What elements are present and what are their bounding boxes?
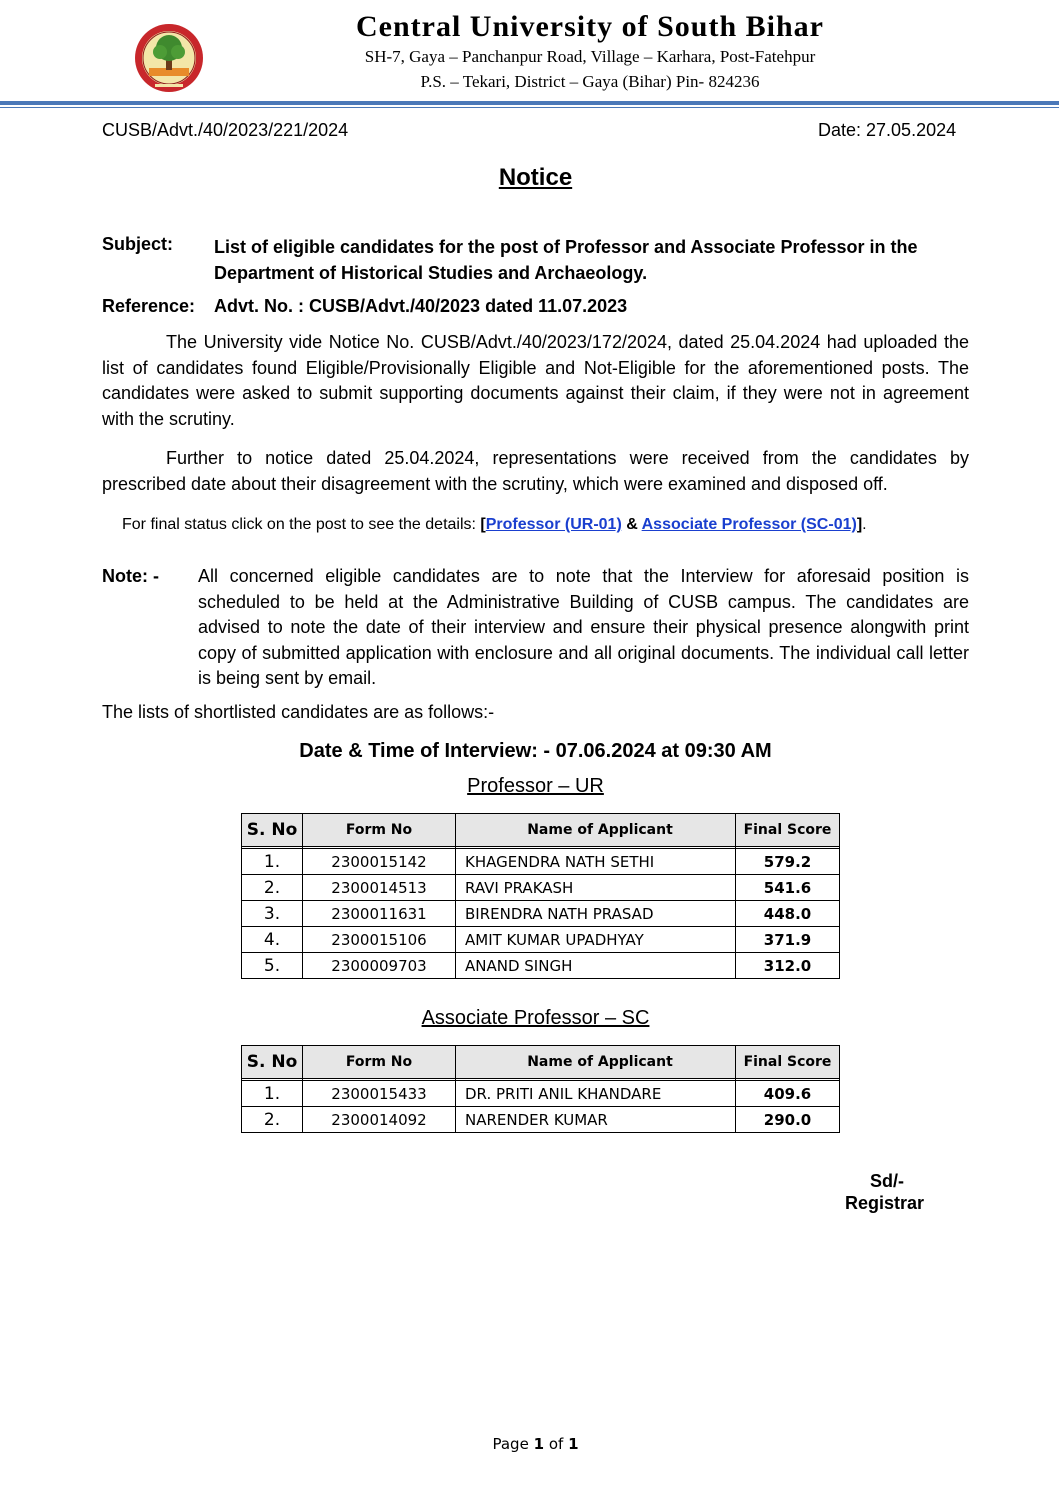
form-no-cell: 2300009703 (303, 953, 456, 979)
reference-number: CUSB/Advt./40/2023/221/2024 (102, 120, 349, 140)
subject-text: List of eligible candidates for the post of Professor and Associate Professor in the Department of Historical Studies and Archaeology. (214, 237, 918, 283)
table-header-row (242, 814, 840, 847)
associate-professor-table (241, 1045, 840, 1133)
page-current: 1 (533, 1435, 545, 1453)
table-header-row (242, 1046, 840, 1079)
applicant-name-cell: ANAND SINGH (456, 953, 736, 979)
signature-designation: Registrar (845, 1193, 925, 1213)
form-no-cell: 2300015142 (303, 849, 456, 875)
bracket-open: [ (480, 516, 486, 533)
table-row (242, 875, 840, 901)
page-total: 1 (568, 1435, 579, 1453)
paragraph-2: Further to notice dated 25.04.2024, representations were received from the candidates by prescribed date about their disagreement with the scrutiny, which were examined and disposed off. (102, 448, 969, 494)
table-row (242, 953, 840, 979)
sno-cell: 2. (242, 875, 303, 901)
final-score-cell: 290.0 (736, 1107, 840, 1133)
sno-cell: 5. (242, 953, 303, 979)
applicant-name-cell: DR. PRITI ANIL KHANDARE (456, 1081, 736, 1107)
associate-professor-sc-heading: Associate Professor – SC (421, 1007, 650, 1029)
col-score-header: Final Score (736, 1046, 840, 1079)
interview-date-time: Date & Time of Interview: - 07.06.2024 at 09:30 AM (299, 740, 772, 762)
subject-label: Subject: (102, 234, 174, 254)
table-row (242, 849, 840, 875)
col-form-header: Form No (303, 1046, 456, 1079)
page-footer (0, 1435, 1059, 1453)
header-rule-thick (0, 101, 1059, 105)
table-row (242, 1081, 840, 1107)
address-line-2: P.S. – Tekari, District – Gaya (Bihar) Pin- 824236 (420, 72, 760, 91)
address-line-1: SH-7, Gaya – Panchanpur Road, Village – Karhara, Post-Fatehpur (364, 47, 816, 66)
col-sno-header: S. No (242, 1046, 303, 1079)
form-no-cell: 2300015106 (303, 927, 456, 953)
sno-cell: 2. (242, 1107, 303, 1133)
professor-ur-heading: Professor – UR (467, 775, 604, 797)
professor-ur-link[interactable]: Professor (UR-01) (485, 516, 622, 533)
final-score-cell: 409.6 (736, 1081, 840, 1107)
col-name-header: Name of Applicant (456, 1046, 736, 1079)
sno-cell: 1. (242, 849, 303, 875)
col-sno-header: S. No (242, 814, 303, 847)
applicant-name-cell: BIRENDRA NATH PRASAD (456, 901, 736, 927)
university-name: Central University of South Bihar (356, 10, 824, 43)
form-no-cell: 2300014092 (303, 1107, 456, 1133)
sno-cell: 3. (242, 901, 303, 927)
final-score-cell: 541.6 (736, 875, 840, 901)
applicant-name-cell: RAVI PRAKASH (456, 875, 736, 901)
professor-table (241, 813, 840, 979)
col-form-header: Form No (303, 814, 456, 847)
notice-title: Notice (498, 164, 573, 191)
shortlist-intro: The lists of shortlisted candidates are as follows:- (102, 702, 495, 722)
col-score-header: Final Score (736, 814, 840, 847)
applicant-name-cell: NARENDER KUMAR (456, 1107, 736, 1133)
header-rule-thin (0, 107, 1059, 108)
page-word: Page (492, 1435, 529, 1453)
paragraph-1: The University vide Notice No. CUSB/Advt./40/2023/172/2024, dated 25.04.2024 had uploaded the list of candidates found Eligible/Provisionally Eligible and Not-Eligible for the aforementioned posts. The candidates were asked to submit supporting documents against their claim, if they were not in agreement with the scrutiny. (102, 332, 969, 429)
table-row (242, 1107, 840, 1133)
signature-sd: Sd/- (870, 1171, 904, 1191)
reference-label: Reference: (102, 296, 196, 316)
reference-text: Advt. No. : CUSB/Advt./40/2023 dated 11.07.2023 (214, 296, 628, 316)
applicant-name-cell: KHAGENDRA NATH SETHI (456, 849, 736, 875)
final-status-end: . (862, 516, 867, 533)
note-text: All concerned eligible candidates are to note that the Interview for aforesaid position is scheduled to be held at the Administrative Building of CUSB campus. The candidates are advised to note the date of their interview and ensure their physical presence alongwith print copy of submitted application with enclosure and all original documents. The individual call letter is being sent by email. (198, 566, 969, 688)
final-status-prefix: For final status click on the post to see the details: (122, 516, 481, 533)
col-name-header: Name of Applicant (456, 814, 736, 847)
table-row (242, 927, 840, 953)
final-score-cell: 448.0 (736, 901, 840, 927)
sno-cell: 1. (242, 1081, 303, 1107)
form-no-cell: 2300015433 (303, 1081, 456, 1107)
table-row (242, 901, 840, 927)
page-of: of (548, 1435, 564, 1453)
form-no-cell: 2300014513 (303, 875, 456, 901)
ampersand: & (621, 516, 642, 533)
final-score-cell: 371.9 (736, 927, 840, 953)
final-score-cell: 312.0 (736, 953, 840, 979)
bracket-close: ] (856, 516, 863, 533)
final-status-line (122, 516, 867, 534)
university-seal-logo (133, 22, 205, 94)
note-label: Note: - (102, 566, 159, 586)
associate-professor-sc-link[interactable]: Associate Professor (SC-01) (641, 516, 857, 533)
notice-date: Date: 27.05.2024 (818, 120, 957, 140)
form-no-cell: 2300011631 (303, 901, 456, 927)
applicant-name-cell: AMIT KUMAR UPADHYAY (456, 927, 736, 953)
sno-cell: 4. (242, 927, 303, 953)
final-score-cell: 579.2 (736, 849, 840, 875)
